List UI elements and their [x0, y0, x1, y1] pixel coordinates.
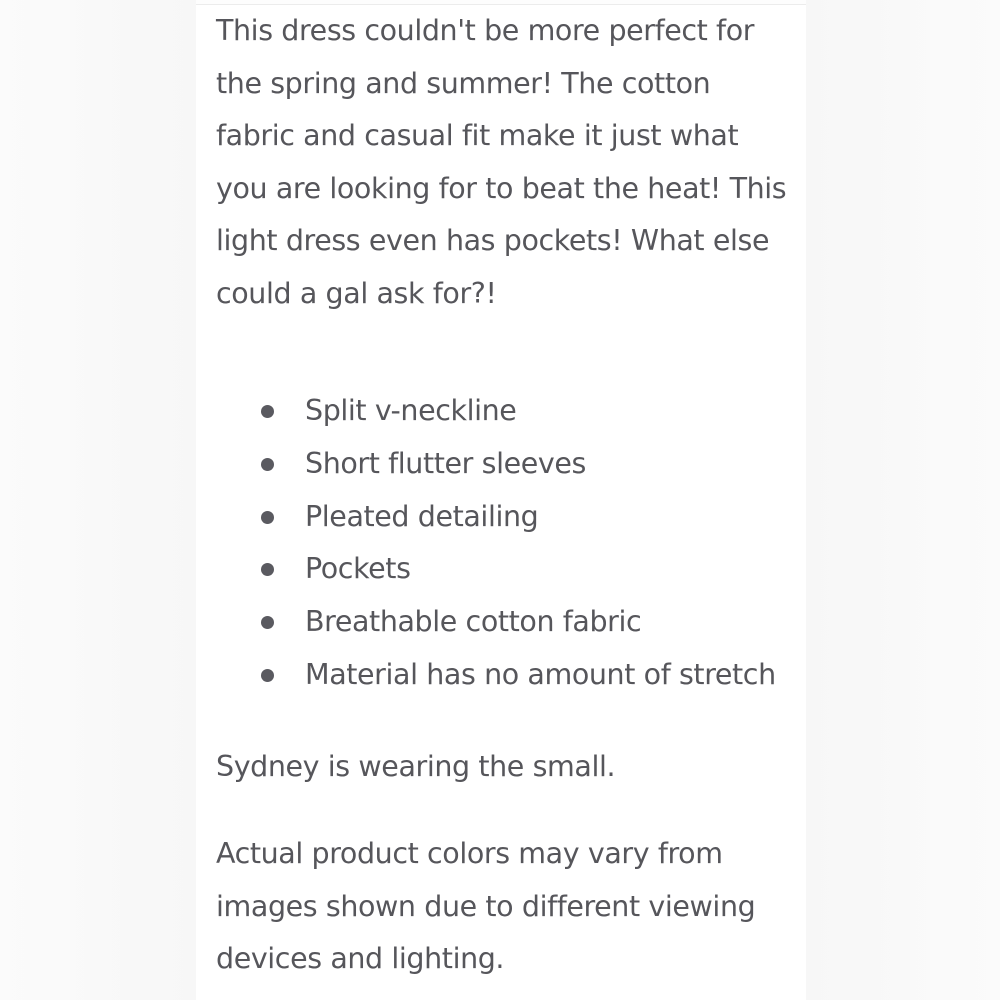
- feature-text: Pleated detailing: [305, 499, 539, 533]
- product-description: This dress couldn't be more perfect for the spring and summer! The cotton fabric and casual fit make it just what you are looking for to beat the heat! This light dress even has pockets! What else could a gal ask for?!: [216, 14, 787, 310]
- feature-text: Pockets: [305, 552, 411, 586]
- feature-list: [216, 385, 776, 702]
- model-size-note: Sydney is wearing the small.: [216, 750, 616, 783]
- color-disclaimer: Actual product colors may vary from images shown due to different viewing devices and lighting.: [216, 837, 756, 975]
- list-item: [216, 649, 776, 702]
- list-item: [216, 543, 776, 596]
- product-description-content: [216, 5, 796, 975]
- bullet-icon: [261, 458, 274, 471]
- list-item: [216, 491, 776, 544]
- background-left: [0, 0, 196, 1000]
- list-item: [216, 596, 776, 649]
- feature-text: Split v-neckline: [305, 394, 517, 427]
- list-item: [216, 385, 776, 438]
- bullet-icon: [261, 405, 274, 418]
- background-right: [806, 0, 1000, 1000]
- product-description-card: [196, 4, 806, 1000]
- feature-text: Short flutter sleeves: [305, 446, 586, 480]
- bullet-icon: [261, 669, 274, 682]
- feature-text: Breathable cotton fabric: [305, 605, 642, 639]
- bullet-icon: [261, 563, 274, 576]
- feature-text: Material has no amount of stretch: [305, 657, 776, 691]
- bullet-icon: [261, 511, 274, 524]
- list-item: [216, 438, 776, 491]
- bullet-icon: [261, 616, 274, 629]
